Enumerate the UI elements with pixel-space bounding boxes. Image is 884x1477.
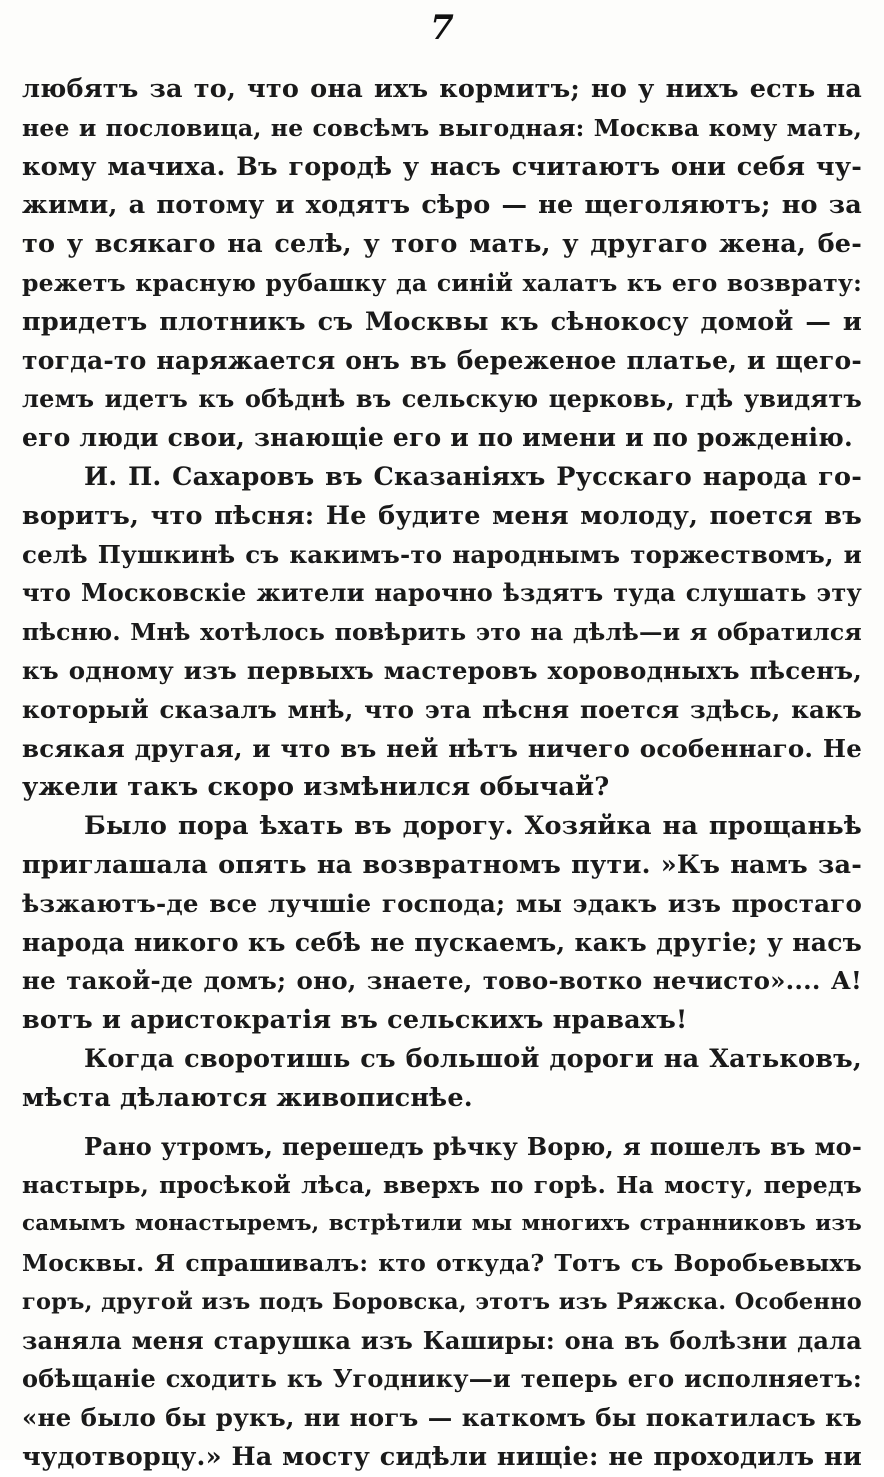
text-line: нее и пословица, не совсѣмъ выгодная: Москва кому мать, [22, 113, 862, 142]
text-line: вотъ и аристократія въ сельскихъ нравахъ! [22, 1005, 688, 1036]
text-line: селѣ Пушкинѣ съ какимъ-то народнымъ торжествомъ, и [22, 539, 862, 569]
text-line: что Московскіе жители нарочно ѣздятъ туда слушать эту [22, 578, 862, 608]
text-line: настырь, просѣкой лѣса, вверхъ по горѣ. На мосту, передъ [22, 1171, 862, 1200]
text-line: то у всякаго на селѣ, у того мать, у другаго жена, бе- [22, 229, 862, 260]
text-line: всякая другая, и что въ ней нѣтъ ничего особеннаго. Не [22, 733, 862, 763]
text-line: мѣста дѣлаются живописнѣе. [22, 1082, 473, 1113]
text-line: къ одному изъ первыхъ мастеровъ хороводныхъ пѣсенъ, [22, 655, 862, 685]
body-text [22, 70, 862, 1477]
text-line: воритъ, что пѣсня: Не будите меня молоду, поется въ [22, 500, 862, 531]
text-line: жими, а потому и ходятъ сѣро — не щеголяютъ; но за [22, 190, 862, 221]
text-line: Когда своротишь съ большой дороги на Хатьковъ, [84, 1043, 862, 1074]
text-line: «не было бы рукъ, ни ногъ — каткомъ бы покатиласъ къ [22, 1403, 862, 1433]
text-line: кому мачиха. Въ городѣ у насъ считаютъ они себя чу- [22, 151, 862, 182]
text-line: Москвы. Я спрашивалъ: кто откуда? Тотъ съ Воробьевыхъ [22, 1248, 862, 1277]
text-line: И. П. Сахаровъ въ Сказаніяхъ Русскаго народа го- [84, 461, 862, 492]
text-line: самымъ монастыремъ, встрѣтили мы многихъ странниковъ изъ [22, 1211, 862, 1237]
text-line: не такой-де домъ; оно, знаете, тово-вотко нечисто».... А! [22, 966, 862, 996]
text-line: Рано утромъ, перешедъ рѣчку Ворю, я пошелъ въ мо- [84, 1131, 862, 1161]
text-line: пѣсню. Мнѣ хотѣлось повѣрить это на дѣлѣ—и я обратился [22, 618, 862, 647]
text-line: приглашала опять на возвратномъ пути. »Къ намъ за- [22, 849, 862, 880]
text-line: ѣзжаютъ-де все лучшіе господа; мы эдакъ изъ простаго [22, 888, 862, 918]
text-line: заняла меня старушка изъ Каширы: она въ болѣзни дала [22, 1325, 862, 1355]
page-number: 7 [430, 8, 454, 48]
text-line: тогда-то наряжается онъ въ береженое платье, и щего- [22, 345, 862, 375]
text-line: ужели такъ скоро измѣнился обычай? [22, 772, 610, 803]
text-line: придетъ плотникъ съ Москвы къ сѣнокосу домой — и [22, 306, 862, 337]
text-line: лемъ идетъ къ обѣднѣ въ сельскую церковь, гдѣ увидятъ [22, 384, 862, 414]
text-line: обѣщаніе сходить къ Угоднику—и теперь его исполняетъ: [22, 1364, 862, 1394]
text-line: горъ, другой изъ подъ Боровска, этотъ изъ Ряжска. Особенно [22, 1288, 862, 1315]
text-line: народа никого къ себѣ не пускаемъ, какъ другіе; у насъ [22, 927, 862, 957]
text-line: режетъ красную рубашку да синій халатъ къ его возврату: [22, 268, 862, 297]
text-line: любятъ за то, что она ихъ кормитъ; но у нихъ есть на [22, 74, 862, 104]
text-line: чудотворцу.» На мосту сидѣли нищіе: не проходилъ ни [22, 1441, 862, 1472]
text-line: его люди свои, знающіе его и по имени и по рожденію. [22, 423, 853, 453]
text-line: который сказалъ мнѣ, что эта пѣсня поется здѣсь, какъ [22, 694, 862, 724]
text-line: Было пора ѣхать въ дорогу. Хозяйка на прощаньѣ [84, 811, 862, 842]
